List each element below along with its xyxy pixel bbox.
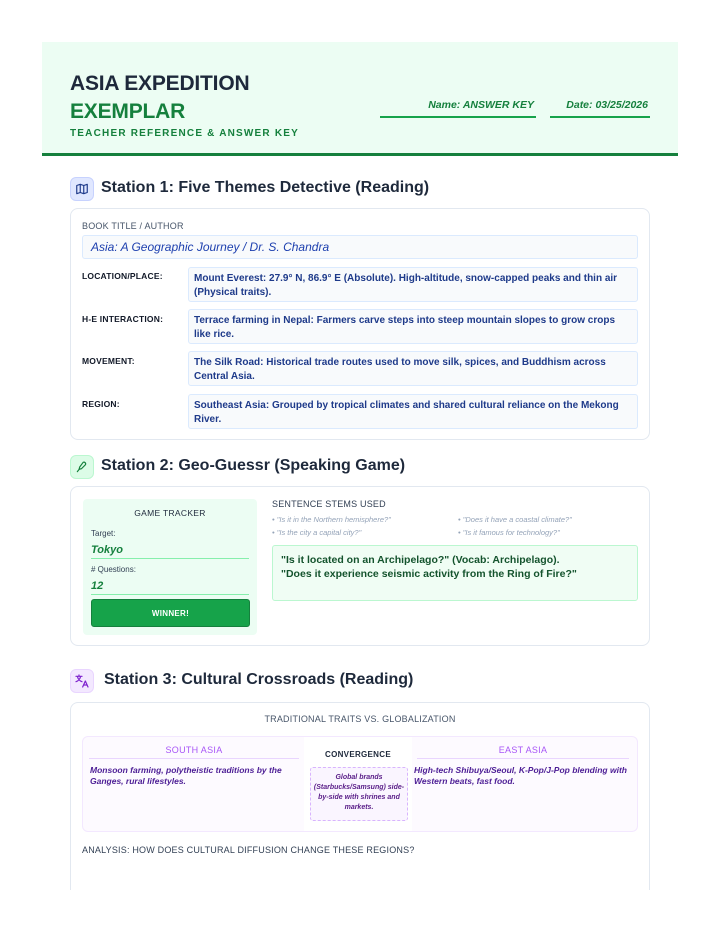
student-question-line: "Is it located on an Archipelago?" (Vocab: Archipelago).	[281, 554, 560, 566]
station3-card	[70, 702, 650, 890]
analysis-label: ANALYSIS: HOW DOES CULTURAL DIFFUSION CHANGE THESE REGIONS?	[82, 845, 415, 855]
map-icon	[70, 177, 94, 201]
theme-label-region: REGION:	[82, 399, 120, 409]
theme-label-interaction: H-E INTERACTION:	[82, 314, 164, 324]
east-asia-field[interactable]: High-tech Shibuya/Seoul, K-Pop/J-Pop blending with Western beats, fast food.	[414, 765, 627, 786]
column-divider	[89, 758, 299, 759]
sentence-stem: • "Is the city a capital city?"	[272, 528, 362, 537]
student-questions-field[interactable]	[272, 545, 638, 601]
target-label: Target:	[91, 529, 116, 538]
questions-field[interactable]: 12	[91, 580, 249, 595]
comparison-panel	[82, 736, 638, 832]
theme-answer-interaction[interactable]: Terrace farming in Nepal: Farmers carve steps into steep mountain slopes to grow crops like rice.	[188, 309, 638, 344]
convergence-field[interactable]: Global brands (Starbucks/Samsung) side-by-side with shrines and markets.	[310, 767, 408, 821]
theme-answer-region[interactable]: Southeast Asia: Grouped by tropical climates and shared cultural reliance on the Mekong River.	[188, 394, 638, 429]
south-asia-field[interactable]: Monsoon farming, polytheistic traditions by the Ganges, rural lifestyles.	[90, 765, 282, 786]
page-title-line1: ASIA EXPEDITION	[70, 72, 250, 95]
questions-label: # Questions:	[91, 565, 136, 574]
game-tracker	[83, 499, 257, 635]
sentence-stem: • "Does it have a coastal climate?"	[458, 515, 572, 524]
student-question-line: "Does it experience seismic activity from the Ring of Fire?"	[281, 568, 577, 580]
translate-icon	[70, 669, 94, 693]
column-divider	[417, 758, 629, 759]
game-tracker-heading: GAME TRACKER	[134, 508, 206, 518]
theme-label-movement: MOVEMENT:	[82, 356, 135, 366]
station2-card	[70, 486, 650, 646]
date-field[interactable]: Date: 03/25/2026	[550, 98, 650, 118]
comparison-heading: TRADITIONAL TRAITS VS. GLOBALIZATION	[264, 714, 456, 724]
page-title-line2: EXEMPLAR	[70, 100, 186, 123]
station1-title: Station 1: Five Themes Detective (Reading)	[101, 179, 430, 196]
south-asia-heading: SOUTH ASIA	[165, 745, 223, 755]
sentence-stem: • "Is it in the Northern hemisphere?"	[272, 515, 391, 524]
microphone-icon	[70, 455, 94, 479]
theme-answer-location[interactable]: Mount Everest: 27.9° N, 86.9° E (Absolute). High-altitude, snow-capped peaks and thin air (Physical traits).	[188, 267, 638, 302]
east-asia-heading: EAST ASIA	[498, 745, 548, 755]
sentence-stem: • "Is it famous for technology?"	[458, 528, 560, 537]
station1-card	[70, 208, 650, 440]
target-field[interactable]: Tokyo	[91, 544, 249, 559]
theme-label-location: LOCATION/PLACE:	[82, 271, 163, 281]
book-title-field[interactable]: Asia: A Geographic Journey / Dr. S. Chandra	[82, 235, 638, 259]
convergence-column	[304, 737, 412, 832]
page-subtitle: TEACHER REFERENCE & ANSWER KEY	[70, 128, 299, 139]
worksheet-page	[42, 42, 678, 890]
theme-answer-movement[interactable]: The Silk Road: Historical trade routes used to move silk, spices, and Buddhism across Central Asia.	[188, 351, 638, 386]
station3-title: Station 3: Cultural Crossroads (Reading)	[104, 671, 414, 688]
sentence-stems-heading: SENTENCE STEMS USED	[272, 499, 386, 509]
book-title-label: BOOK TITLE / AUTHOR	[82, 221, 184, 231]
winner-button[interactable]: WINNER!	[91, 599, 250, 627]
name-field[interactable]: Name: ANSWER KEY	[380, 98, 536, 118]
convergence-heading: CONVERGENCE	[325, 750, 391, 759]
station2-title: Station 2: Geo-Guessr (Speaking Game)	[101, 457, 406, 474]
worksheet-header	[42, 42, 678, 156]
